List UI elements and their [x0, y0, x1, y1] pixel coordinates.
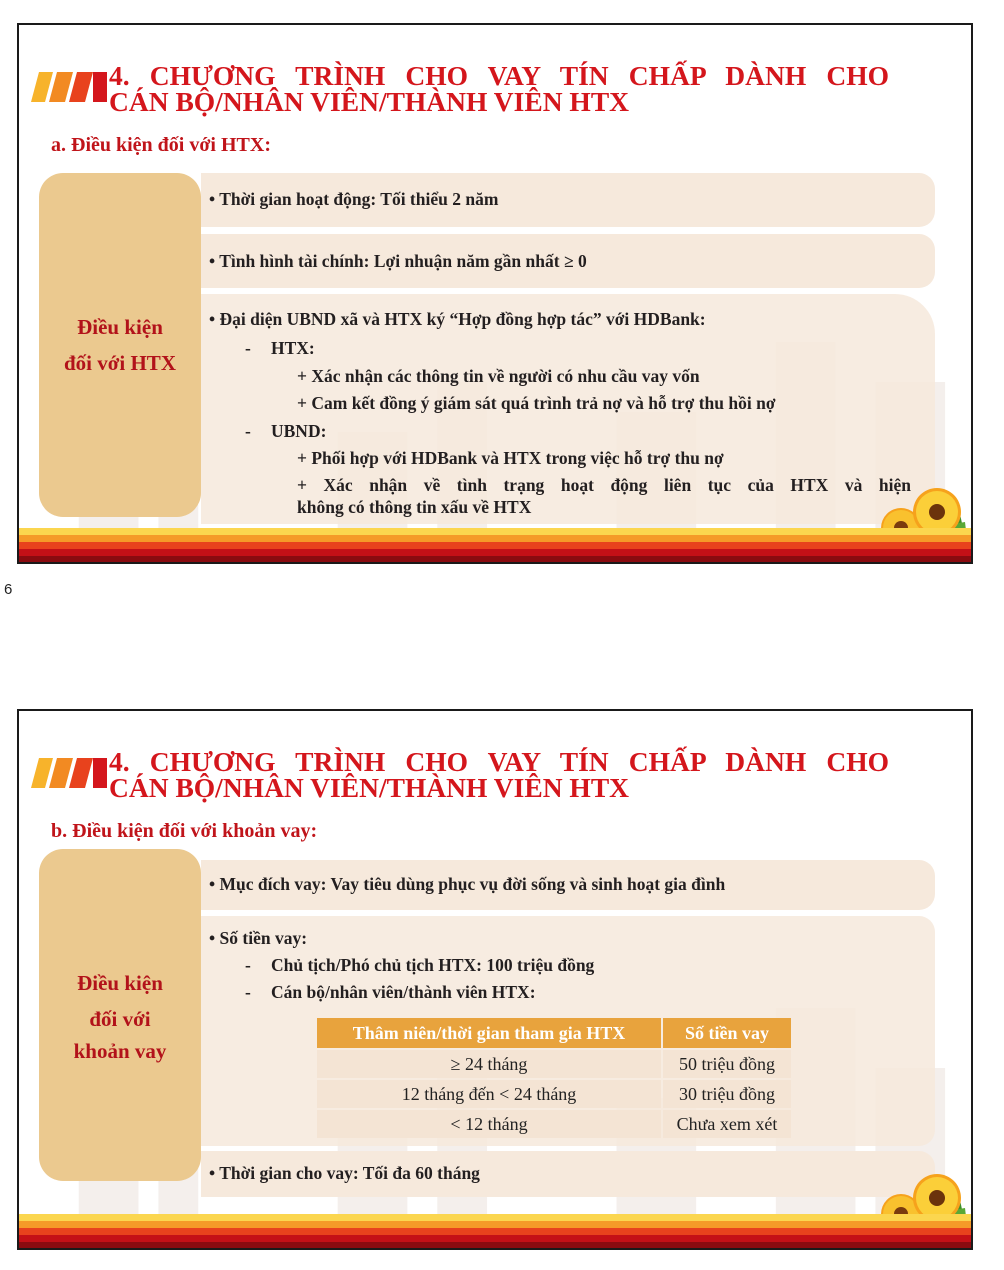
slide-title	[109, 60, 889, 117]
table-cell: 50 triệu đồng	[663, 1050, 791, 1078]
item-chair: - Chủ tịch/Phó chủ tịch HTX: 100 triệu đồng	[271, 955, 594, 976]
slide-2	[17, 709, 973, 1250]
item-operating-time: • Thời gian hoạt động: Tối thiểu 2 năm	[209, 189, 498, 210]
title-line-2: CÁN BỘ/NHÂN VIÊN/THÀNH VIÊN HTX	[109, 86, 630, 117]
left-label-pill	[39, 173, 201, 517]
item-ubnd-label: - UBND:	[271, 421, 326, 442]
table-header-seniority: Thâm niên/thời gian tham gia HTX	[317, 1018, 661, 1048]
table-cell: < 12 tháng	[317, 1110, 661, 1138]
title-line-2: CÁN BỘ/NHÂN VIÊN/THÀNH VIÊN HTX	[109, 772, 630, 803]
item-htx-label: - HTX:	[271, 338, 315, 359]
table-row	[317, 1050, 791, 1078]
item-staff: - Cán bộ/nhân viên/thành viên HTX:	[271, 982, 536, 1003]
table-cell: Chưa xem xét	[663, 1110, 791, 1138]
table-header-amount: Số tiền vay	[663, 1018, 791, 1048]
item-purpose: • Mục đích vay: Vay tiêu dùng phục vụ đời sống và sinh hoạt gia đình	[209, 874, 725, 895]
item-htx-2: + Cam kết đồng ý giám sát quá trình trả nợ và hỗ trợ thu hồi nợ	[297, 393, 776, 413]
left-label-line-2: đối với	[89, 1007, 151, 1031]
item-term: • Thời gian cho vay: Tối đa 60 tháng	[209, 1163, 480, 1184]
left-label-line-1: Điều kiện	[77, 315, 163, 339]
panel-purpose	[201, 860, 935, 910]
slide-1	[17, 23, 973, 564]
table-row	[317, 1110, 791, 1138]
bottom-stripes	[19, 528, 971, 562]
item-contract: • Đại diện UBND xã và HTX ký “Hợp đồng hợp tác” với HDBank:	[209, 309, 706, 330]
header-decoration-bars	[31, 72, 107, 102]
table-cell: ≥ 24 tháng	[317, 1050, 661, 1078]
item-ubnd-2b: không có thông tin xấu về HTX	[297, 497, 532, 517]
bottom-stripes	[19, 1214, 971, 1248]
item-ubnd-2a: + Xác nhận về tình trạng hoạt động liên tục của HTX và hiện	[297, 475, 911, 495]
table-cell: 12 tháng đến < 24 tháng	[317, 1080, 661, 1108]
item-htx-1: + Xác nhận các thông tin về người có nhu cầu vay vốn	[297, 366, 700, 386]
left-label-line-2: đối với HTX	[64, 351, 176, 375]
slide-title	[109, 746, 889, 803]
panel-financial	[201, 234, 935, 288]
panel-contract	[201, 294, 935, 524]
header-decoration-bars	[31, 758, 107, 788]
left-label-line-3: khoản vay	[73, 1039, 167, 1063]
item-ubnd-1: + Phối hợp với HDBank và HTX trong việc hỗ trợ thu nợ	[297, 448, 724, 468]
title-line-1: 4. CHƯƠNG TRÌNH CHO VAY TÍN CHẤP DÀNH CHO	[109, 746, 889, 777]
left-label-pill	[39, 849, 201, 1181]
item-amount: • Số tiền vay:	[209, 928, 307, 949]
section-subtitle: b. Điều kiện đối với khoản vay:	[51, 820, 318, 842]
section-subtitle: a. Điều kiện đối với HTX:	[51, 134, 271, 156]
table-header-row	[317, 1018, 791, 1048]
table-row	[317, 1080, 791, 1108]
panel-operating-time	[201, 173, 935, 227]
page-number: 6	[4, 581, 13, 598]
panel-term	[201, 1151, 935, 1197]
title-line-1: 4. CHƯƠNG TRÌNH CHO VAY TÍN CHẤP DÀNH CHO	[109, 60, 889, 91]
left-label-line-1: Điều kiện	[77, 971, 163, 995]
table-cell: 30 triệu đồng	[663, 1080, 791, 1108]
item-financial: • Tình hình tài chính: Lợi nhuận năm gần nhất ≥ 0	[209, 251, 587, 272]
loan-amount-table	[315, 1016, 793, 1140]
